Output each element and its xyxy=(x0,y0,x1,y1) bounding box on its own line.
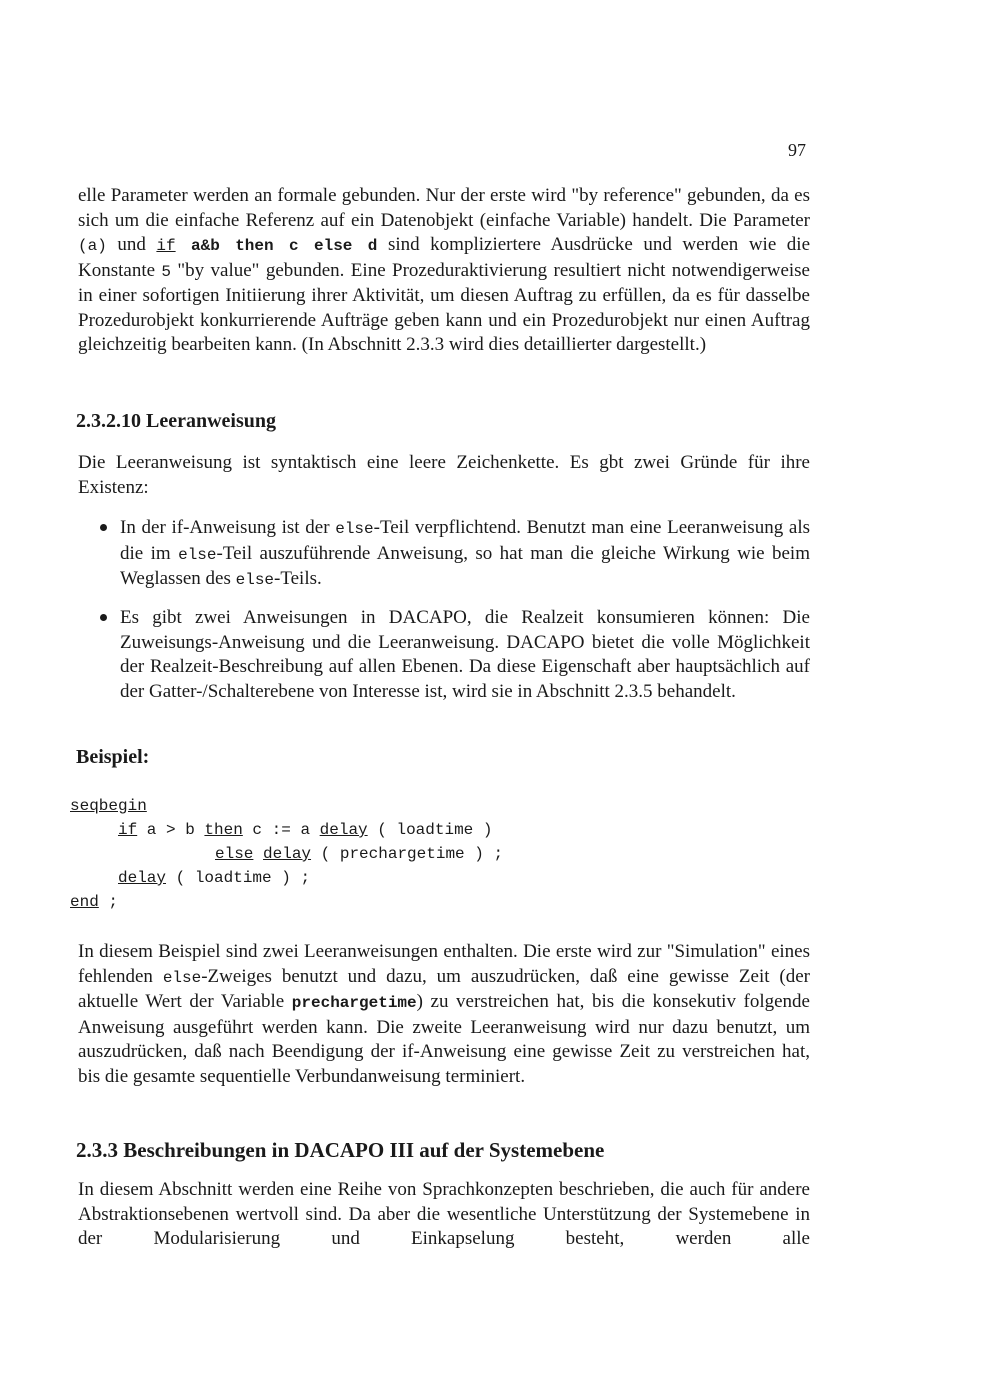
bullet-text-part: In der if-Anweisung ist der xyxy=(120,517,336,538)
paragraph-text: "by value" gebunden. Eine Prozeduraktivierung resultiert nicht notwendigerweise in einer sofortigen Initiierung ihrer Aktivität, um diesen Auftrag zu erfüllen, da es für dasselbe Prozedurobjekt konkurrierende Aufträge geben kann und ein Prozedurobjekt nur einen Auftrag gleichzeitig bearbeiten kann. (In Abschnitt 2.3.3 wird dies detaillierter dargestellt.) xyxy=(78,259,810,355)
inline-code: prechargetime xyxy=(291,994,417,1012)
paragraph-text: -Zweiges benutzt und dazu, um auszudrücken, daß eine gewisse Zeit (der aktuelle Wert der Variable xyxy=(78,965,811,1012)
code-keyword: then xyxy=(204,821,243,839)
code-keyword: end xyxy=(70,893,99,911)
code-text: ; xyxy=(98,893,119,911)
inline-code: (a) xyxy=(78,237,107,255)
code-text: a > b xyxy=(137,821,205,839)
bullet-item xyxy=(100,606,810,704)
code-text xyxy=(253,845,263,863)
code-keyword: else xyxy=(215,845,254,863)
code-line xyxy=(70,818,503,842)
code-line xyxy=(70,842,503,866)
paragraph-text: ) zu verstreichen hat, bis die konsekutiv folgende Anweisung ausgeführt werden kann. Die zweite Leeranweisung wird nur dazu benutzt, um auszudrücken, daß nach Beendigung der if-Anweisung eine gewisse Zeit zu verstreichen hat, bis die gesamte sequentielle Verbundanweisung terminiert. xyxy=(78,991,810,1087)
inline-keyword: if xyxy=(156,237,176,255)
inline-code: else xyxy=(235,571,275,589)
paragraph-parameters xyxy=(78,184,810,358)
bullet-icon xyxy=(100,614,107,621)
code-text: ( loadtime ) xyxy=(367,821,493,839)
bullet-text: Es gibt zwei Anweisungen in DACAPO, die Realzeit konsumieren können: Die Zuweisungs-Anweisung und die Leeranweisung. DACAPO bietet die volle Möglichkeit der Realzeit-Beschreibung auf allen Ebenen. Da diese Eigenschaft aber hauptsächlich auf der Gatter-/Schalterebene von Interesse ist, wird sie in Abschnitt 2.3.5 behandelt. xyxy=(120,607,810,702)
bullet-text xyxy=(120,516,810,593)
code-keyword: if xyxy=(118,821,138,839)
bullet-icon xyxy=(100,524,107,531)
paragraph-text: und xyxy=(106,234,157,255)
page-number: 97 xyxy=(788,140,806,160)
paragraph-text: elle Parameter werden an formale gebunden. Nur der erste wird "by reference" gebunden, da es sich um die einfache Referenz auf ein Datenobjekt (einfache Variable) handelt. Die Parameter xyxy=(78,185,810,231)
code-keyword: delay xyxy=(118,869,167,887)
code-line xyxy=(70,794,503,818)
code-example xyxy=(70,794,503,914)
inline-code: a&b then c else d xyxy=(175,237,378,255)
code-text: ( loadtime ) ; xyxy=(166,869,311,887)
bullet-item xyxy=(100,516,810,593)
paragraph-text: sind kompliziertere Ausdrücke und werden wie die Konstante xyxy=(78,234,811,281)
code-line xyxy=(70,890,503,914)
paragraph-text: In diesem Beispiel sind zwei Leeranweisungen enthalten. Die erste wird zur "Simulation" eines fehlenden xyxy=(78,941,810,987)
code-keyword: delay xyxy=(319,821,368,839)
section-heading-leeranweisung: 2.3.2.10 Leeranweisung xyxy=(76,410,276,432)
paragraph-systemebene: In diesem Abschnitt werden eine Reihe von Sprachkonzepten beschrieben, die auch für andere Abstraktionsebenen wertvoll sind. Da aber die wesentliche Unterstützung der Systemebene in der Modularisierung und Einkapselung besteht, werden alle xyxy=(78,1179,810,1249)
bullet-text-part: -Teils. xyxy=(274,568,322,589)
inline-code: 5 xyxy=(161,262,172,281)
bullet-text-part: -Teil auszuführende Anweisung, so hat man die gleiche Wirkung wie beim Weglassen des xyxy=(120,542,810,589)
inline-code: else xyxy=(335,520,374,538)
code-keyword: seqbegin xyxy=(70,797,147,815)
example-heading: Beispiel: xyxy=(76,746,150,768)
paragraph-intro: Die Leeranweisung ist syntaktisch eine leere Zeichenkette. Es gbt zwei Gründe für ihre Existenz: xyxy=(78,452,810,498)
code-text: c := a xyxy=(242,821,320,839)
paragraph-example-explanation xyxy=(78,940,810,1089)
code-text: ( prechargetime ) ; xyxy=(311,845,504,863)
inline-code: else xyxy=(178,545,217,564)
bullet-text-part: -Teil verpflichtend. Benutzt man eine Leeranweisung als die im xyxy=(120,517,810,564)
inline-code: else xyxy=(162,968,202,987)
code-keyword: delay xyxy=(263,845,312,863)
code-line xyxy=(70,866,503,890)
section-heading-systemebene: 2.3.3 Beschreibungen in DACAPO III auf der Systemebene xyxy=(76,1138,605,1162)
